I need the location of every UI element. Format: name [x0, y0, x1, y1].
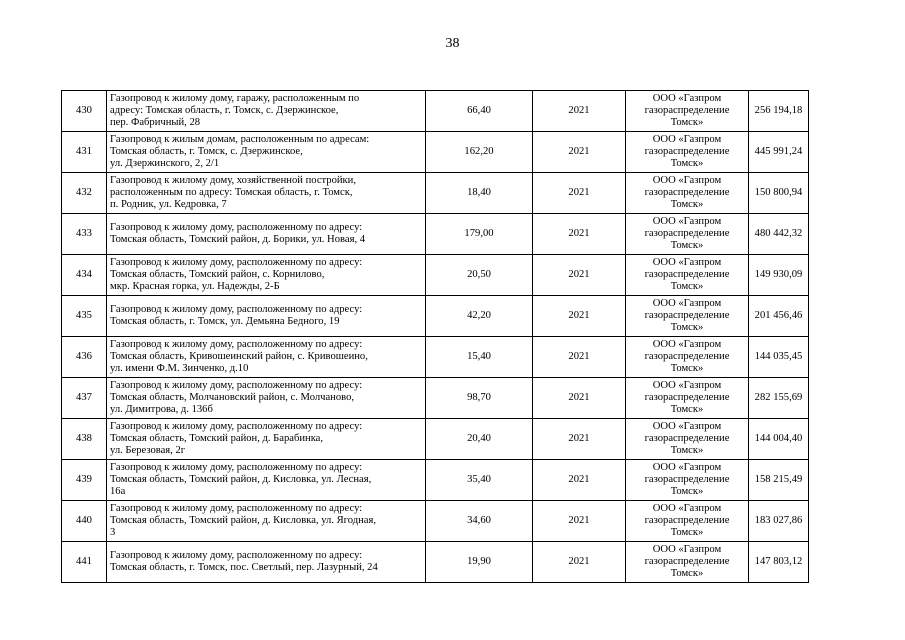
length-cell: 15,40	[426, 337, 533, 378]
page-number: 38	[445, 36, 460, 51]
organization-line: газораспределение	[644, 473, 730, 485]
description-line: Газопровод к жилому дому, расположенному по адресу:	[110, 338, 363, 350]
description-cell	[107, 91, 426, 132]
organization-line: газораспределение	[644, 268, 730, 280]
organization-line: ООО «Газпром	[652, 338, 722, 350]
description-line: Томская область, Томский район, д. Кисловка, ул. Ягодная,	[110, 514, 377, 526]
organization-cell	[626, 501, 749, 542]
organization-cell	[626, 255, 749, 296]
description-line: 3	[110, 527, 116, 539]
cost-cell: 256 194,18	[749, 91, 809, 132]
description-cell	[107, 132, 426, 173]
cost-cell: 201 456,46	[749, 296, 809, 337]
description-line: Газопровод к жилому дому, расположенному по адресу:	[110, 303, 363, 315]
description-line: 16а	[110, 486, 126, 498]
description-cell	[107, 501, 426, 542]
year-cell: 2021	[533, 460, 626, 501]
row-number-cell: 436	[62, 337, 107, 378]
cost-cell: 150 800,94	[749, 173, 809, 214]
organization-cell	[626, 173, 749, 214]
organization-line: газораспределение	[644, 350, 730, 362]
description-line: Томская область, Томский район, д. Кисловка, ул. Лесная,	[110, 473, 372, 485]
organization-cell	[626, 542, 749, 583]
row-number-cell: 430	[62, 91, 107, 132]
length-cell: 179,00	[426, 214, 533, 255]
description-line: Томская область, Томский район, д. Барабинка,	[110, 432, 324, 444]
row-number-cell: 433	[62, 214, 107, 255]
organization-line: Томск»	[670, 281, 704, 293]
gas-pipeline-table	[61, 90, 809, 583]
description-line: Томская область, Томский район, д. Борики, ул. Новая, 4	[110, 234, 366, 245]
description-cell	[107, 337, 426, 378]
description-cell	[107, 542, 426, 583]
length-cell: 42,20	[426, 296, 533, 337]
table-row	[62, 173, 809, 214]
year-cell: 2021	[533, 378, 626, 419]
row-number-cell: 434	[62, 255, 107, 296]
organization-line: ООО «Газпром	[652, 297, 722, 309]
description-line: Газопровод к жилому дому, расположенному по адресу:	[110, 502, 363, 514]
organization-cell	[626, 378, 749, 419]
length-cell: 98,70	[426, 378, 533, 419]
organization-line: Томск»	[670, 158, 704, 170]
organization-cell	[626, 132, 749, 173]
organization-cell	[626, 296, 749, 337]
description-line: ул. имени Ф.М. Зинченко, д.10	[110, 363, 249, 375]
description-line: ул. Димитрова, д. 136б	[110, 404, 213, 416]
length-cell: 18,40	[426, 173, 533, 214]
organization-cell	[626, 460, 749, 501]
description-line: ул. Березовая, 2г	[110, 445, 186, 457]
organization-line: ООО «Газпром	[652, 543, 722, 555]
row-number-cell: 431	[62, 132, 107, 173]
organization-cell	[626, 337, 749, 378]
organization-line: Томск»	[670, 445, 704, 457]
table-row	[62, 460, 809, 501]
organization-line: ООО «Газпром	[652, 133, 722, 145]
length-cell: 20,40	[426, 419, 533, 460]
description-cell	[107, 255, 426, 296]
organization-line: Томск»	[670, 363, 704, 375]
organization-line: ООО «Газпром	[652, 379, 722, 391]
year-cell: 2021	[533, 501, 626, 542]
cost-cell: 158 215,49	[749, 460, 809, 501]
length-cell: 35,40	[426, 460, 533, 501]
organization-line: газораспределение	[644, 391, 730, 403]
row-number-cell: 437	[62, 378, 107, 419]
year-cell: 2021	[533, 173, 626, 214]
length-cell: 20,50	[426, 255, 533, 296]
description-line: Томская область, г. Томск, с. Дзержинское,	[110, 145, 303, 157]
organization-line: Томск»	[670, 404, 704, 416]
cost-cell: 480 442,32	[749, 214, 809, 255]
organization-cell	[626, 214, 749, 255]
description-line: п. Родник, ул. Кедровка, 7	[110, 199, 227, 211]
description-line: Газопровод к жилому дому, расположенному по адресу:	[110, 221, 363, 233]
table-row	[62, 501, 809, 542]
description-line: адресу: Томская область, г. Томск, с. Дзержинское,	[110, 104, 339, 116]
organization-line: ООО «Газпром	[652, 461, 722, 473]
cost-cell: 149 930,09	[749, 255, 809, 296]
organization-line: газораспределение	[644, 514, 730, 526]
year-cell: 2021	[533, 296, 626, 337]
organization-line: Томск»	[670, 568, 704, 580]
organization-line: ООО «Газпром	[652, 215, 722, 227]
description-cell	[107, 214, 426, 255]
table-row	[62, 214, 809, 255]
table-row	[62, 296, 809, 337]
organization-line: газораспределение	[644, 186, 730, 198]
description-line: Газопровод к жилому дому, расположенному по адресу:	[110, 379, 363, 391]
year-cell: 2021	[533, 337, 626, 378]
cost-cell: 147 803,12	[749, 542, 809, 583]
year-cell: 2021	[533, 255, 626, 296]
description-line: Газопровод к жилому дому, гаражу, расположенным по	[110, 92, 360, 104]
organization-cell	[626, 419, 749, 460]
row-number-cell: 439	[62, 460, 107, 501]
description-line: ул. Дзержинского, 2, 2/1	[110, 158, 220, 170]
year-cell: 2021	[533, 91, 626, 132]
description-line: Газопровод к жилым домам, расположенным по адресам:	[110, 133, 370, 145]
row-number-cell: 435	[62, 296, 107, 337]
year-cell: 2021	[533, 132, 626, 173]
length-cell: 34,60	[426, 501, 533, 542]
length-cell: 19,90	[426, 542, 533, 583]
cost-cell: 183 027,86	[749, 501, 809, 542]
description-cell	[107, 296, 426, 337]
organization-line: ООО «Газпром	[652, 420, 722, 432]
description-line: Газопровод к жилому дому, расположенному по адресу:	[110, 420, 363, 432]
length-cell: 162,20	[426, 132, 533, 173]
description-line: Газопровод к жилому дому, расположенному по адресу:	[110, 461, 363, 473]
description-cell	[107, 173, 426, 214]
organization-line: Томск»	[670, 117, 704, 129]
organization-line: Томск»	[670, 322, 704, 334]
organization-line: газораспределение	[644, 432, 730, 444]
description-line: Газопровод к жилому дому, расположенному по адресу:	[110, 256, 363, 268]
row-number-cell: 432	[62, 173, 107, 214]
row-number-cell: 440	[62, 501, 107, 542]
organization-line: газораспределение	[644, 555, 730, 567]
description-line: Томская область, Томский район, с. Корнилово,	[110, 268, 325, 280]
description-line: Томская область, Молчановский район, с. Молчаново,	[110, 391, 355, 403]
organization-line: ООО «Газпром	[652, 174, 722, 186]
year-cell: 2021	[533, 214, 626, 255]
cost-cell: 445 991,24	[749, 132, 809, 173]
table-row	[62, 419, 809, 460]
description-line: Газопровод к жилому дому, хозяйственной постройки,	[110, 174, 357, 186]
table-row	[62, 91, 809, 132]
organization-line: газораспределение	[644, 309, 730, 321]
year-cell: 2021	[533, 542, 626, 583]
organization-line: газораспределение	[644, 145, 730, 157]
year-cell: 2021	[533, 419, 626, 460]
organization-line: Томск»	[670, 240, 704, 252]
description-cell	[107, 460, 426, 501]
row-number-cell: 438	[62, 419, 107, 460]
table-row	[62, 378, 809, 419]
description-line: Томская область, г. Томск, пос. Светлый, пер. Лазурный, 24	[110, 562, 378, 573]
organization-line: ООО «Газпром	[652, 256, 722, 268]
cost-cell: 144 004,40	[749, 419, 809, 460]
description-line: Томская область, Кривошеинский район, с. Кривошеино,	[110, 350, 368, 362]
organization-line: Томск»	[670, 486, 704, 498]
table-row	[62, 132, 809, 173]
table-row	[62, 255, 809, 296]
organization-line: газораспределение	[644, 104, 730, 116]
organization-line: ООО «Газпром	[652, 92, 722, 104]
description-cell	[107, 419, 426, 460]
organization-line: газораспределение	[644, 227, 730, 239]
description-line: расположенным по адресу: Томская область, г. Томск,	[110, 186, 353, 198]
table-body	[62, 91, 809, 583]
organization-line: Томск»	[670, 527, 704, 539]
description-line: мкр. Красная горка, ул. Надежды, 2-Б	[110, 281, 280, 293]
organization-line: ООО «Газпром	[652, 502, 722, 514]
cost-cell: 144 035,45	[749, 337, 809, 378]
length-cell: 66,40	[426, 91, 533, 132]
description-line: Газопровод к жилому дому, расположенному по адресу:	[110, 549, 363, 561]
row-number-cell: 441	[62, 542, 107, 583]
table-row	[62, 337, 809, 378]
description-line: пер. Фабричный, 28	[110, 117, 201, 129]
table-row	[62, 542, 809, 583]
description-line: Томская область, г. Томск, ул. Демьяна Бедного, 19	[110, 316, 340, 327]
cost-cell: 282 155,69	[749, 378, 809, 419]
organization-cell	[626, 91, 749, 132]
organization-line: Томск»	[670, 199, 704, 211]
description-cell	[107, 378, 426, 419]
